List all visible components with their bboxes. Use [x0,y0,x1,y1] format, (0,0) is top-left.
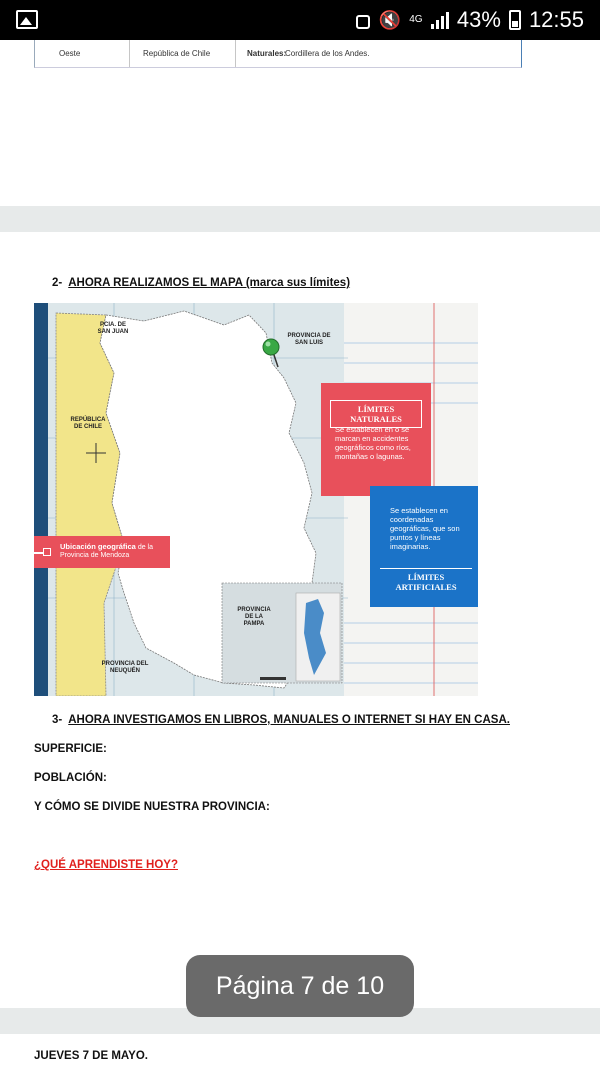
section-3-heading: 3- AHORA INVESTIGAMOS EN LIBROS, MANUALES O INTERNET SI HAY EN CASA. [52,714,510,726]
superficie-label: SUPERFICIE: [34,743,107,755]
limites-naturales-title: LÍMITES NATURALES [330,400,422,428]
limites-artificiales-title: LÍMITES ARTIFICIALES [380,568,472,595]
section-2-title: AHORA REALIZAMOS EL MAPA (marca sus límites) [68,277,351,289]
limites-artificiales-box [370,486,478,607]
label-neuquen: PROVINCIA DEL NEUQUÉN [101,661,149,674]
table-remnant [34,40,522,68]
section-2-heading: 2- AHORA REALIZAMOS EL MAPA (marca sus límites) [52,277,351,289]
network-type: 4G [409,14,423,25]
clock: 12:55 [528,7,584,32]
limites-naturales-body: Se establecen en o se marcan en accidentes geográficos como ríos, montañas o lagunas. [335,425,411,461]
status-bar [0,0,600,40]
limites-naturales-box [321,383,431,496]
page-separator [0,206,600,232]
battery-icon [509,10,521,30]
label-san-juan: PCIA. DE SAN JUAN [97,322,129,335]
limites-artificiales-body: Se establecen en coordenadas geográficas, que son puntos y líneas imaginarias. [390,506,460,551]
battery-percent: 43% [456,7,501,32]
label-chile: REPÚBLICA DE CHILE [70,417,106,430]
section-3-title: AHORA INVESTIGAMOS EN LIBROS, MANUALES O INTERNET SI HAY EN CASA. [68,714,510,726]
poblacion-label: POBLACIÓN: [34,772,107,784]
mendoza-map-image [34,303,478,696]
lock-icon [356,15,370,29]
ubicacion-rest: de la Provincia de Mendoza [60,544,153,559]
ubicacion-geografica-tag [34,536,170,568]
date-heading: JUEVES 7 DE MAYO. [34,1050,148,1062]
table-cell: Naturales: [247,49,287,58]
page-indicator-toast: Página 7 de 10 [186,955,414,1017]
ubicacion-title: Ubicación geográfica [60,542,136,551]
label-la-pampa: PROVINCIA DE LA PAMPA [237,607,271,627]
label-san-luis: PROVINCIA DE SAN LUIS [287,333,331,346]
status-icons [356,6,584,34]
gallery-icon [16,10,38,29]
table-cell: Cordillera de los Andes. [285,49,370,58]
signal-icon [431,11,449,29]
mute-icon: 🔇 [378,9,401,30]
que-aprendiste-hoy: ¿QUÉ APRENDISTE HOY? [34,859,178,871]
table-cell: Oeste [59,49,81,58]
division-label: Y CÓMO SE DIVIDE NUESTRA PROVINCIA: [34,801,270,813]
table-cell: República de Chile [143,49,211,58]
